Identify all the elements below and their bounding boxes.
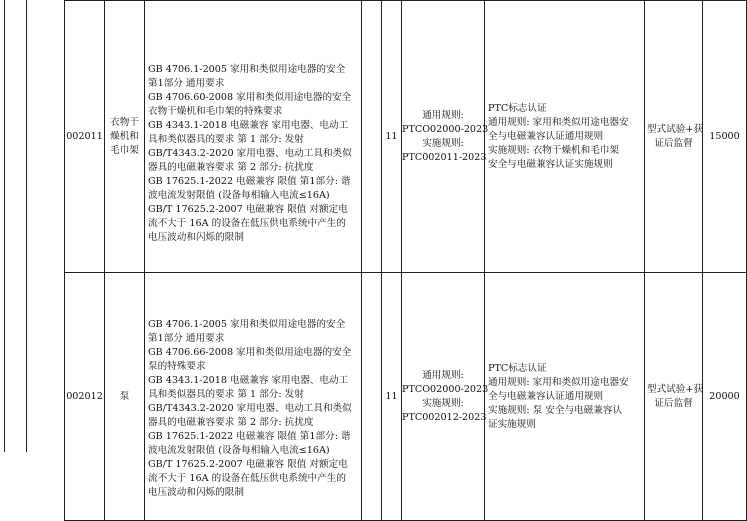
product-name: 泵 bbox=[105, 273, 145, 521]
unit-count: 11 bbox=[382, 273, 402, 521]
fee-amount: 20000 bbox=[703, 273, 747, 521]
certification-description: PTC标志认证 通用规则: 家用和类似用途电器安 全与电磁兼容认证通用规则 实施规则: 衣物干燥机和毛巾架 安全与电磁兼容认证实施规则 bbox=[485, 1, 645, 273]
table-row bbox=[65, 273, 747, 521]
rule-numbers: 通用规则: PTCO02000-2023 实施规则: PTC002012-2023 bbox=[402, 273, 485, 521]
product-name: 衣物干 燥机和 毛巾架 bbox=[105, 1, 145, 273]
table-row bbox=[65, 1, 747, 273]
standards-list: GB 4706.1-2005 家用和类似用途电器的安全 第1部分 通用要求 GB 4706.60-2008 家用和类似用途电器的安全 衣物干燥机和毛巾架的特殊要求 GB 4343.1-2018 电磁兼容 家用电器、电动工 具和类似器具的要求 第 1 部分: 发射 GB/T4343.2-2020 家用电器、电动工具和类似 器具的电磁兼容要求 第 2 部分: 抗扰度 GB 17625.1-2022 电磁兼容 限值 第1部分: 谐 波电流发射限值 (设备每相输入电流≤16A) GB/T 17625.2-2007 电磁兼容 限值 对额定电 流不大于 16A 的设备在低压供电系统中产生的 电压波动和闪烁的限制 bbox=[145, 1, 362, 273]
margin-rule-right bbox=[26, 0, 27, 452]
rule-numbers: 通用规则: PTCO02000-2023 实施规则: PTC002011-2023 bbox=[402, 1, 485, 273]
empty-cell bbox=[362, 273, 382, 521]
empty-cell bbox=[362, 1, 382, 273]
standards-list: GB 4706.1-2005 家用和类似用途电器的安全 第1部分 通用要求 GB 4706.66-2008 家用和类似用途电器的安全 泵的特殊要求 GB 4343.1-2018 电磁兼容 家用电器、电动工 具和类似器具的要求 第 1 部分: 发射 GB/T4343.2-2020 家用电器、电动工具和类似 器具的电磁兼容要求 第 2 部分: 抗扰度 GB 17625.1-2022 电磁兼容 限值 第1部分: 谐 波电流发射限值 (设备每相输入电流≤16A) GB/T 17625.2-2007 电磁兼容 限值 对额定电 流不大于 16A 的设备在低压供电系统中产生的 电压波动和闪烁的限制 bbox=[145, 273, 362, 521]
certification-mode: 型式试验+获 证后监督 bbox=[645, 1, 703, 273]
certification-mode: 型式试验+获 证后监督 bbox=[645, 273, 703, 521]
certification-table bbox=[64, 0, 747, 521]
margin-rule-left bbox=[4, 0, 5, 452]
product-code: 002012 bbox=[65, 273, 105, 521]
certification-description: PTC标志认证 通用规则: 家用和类似用途电器安 全与电磁兼容认证通用规则 实施规则: 泵 安全与电磁兼容认 证实施规则 bbox=[485, 273, 645, 521]
unit-count: 11 bbox=[382, 1, 402, 273]
product-code: 002011 bbox=[65, 1, 105, 273]
fee-amount: 15000 bbox=[703, 1, 747, 273]
